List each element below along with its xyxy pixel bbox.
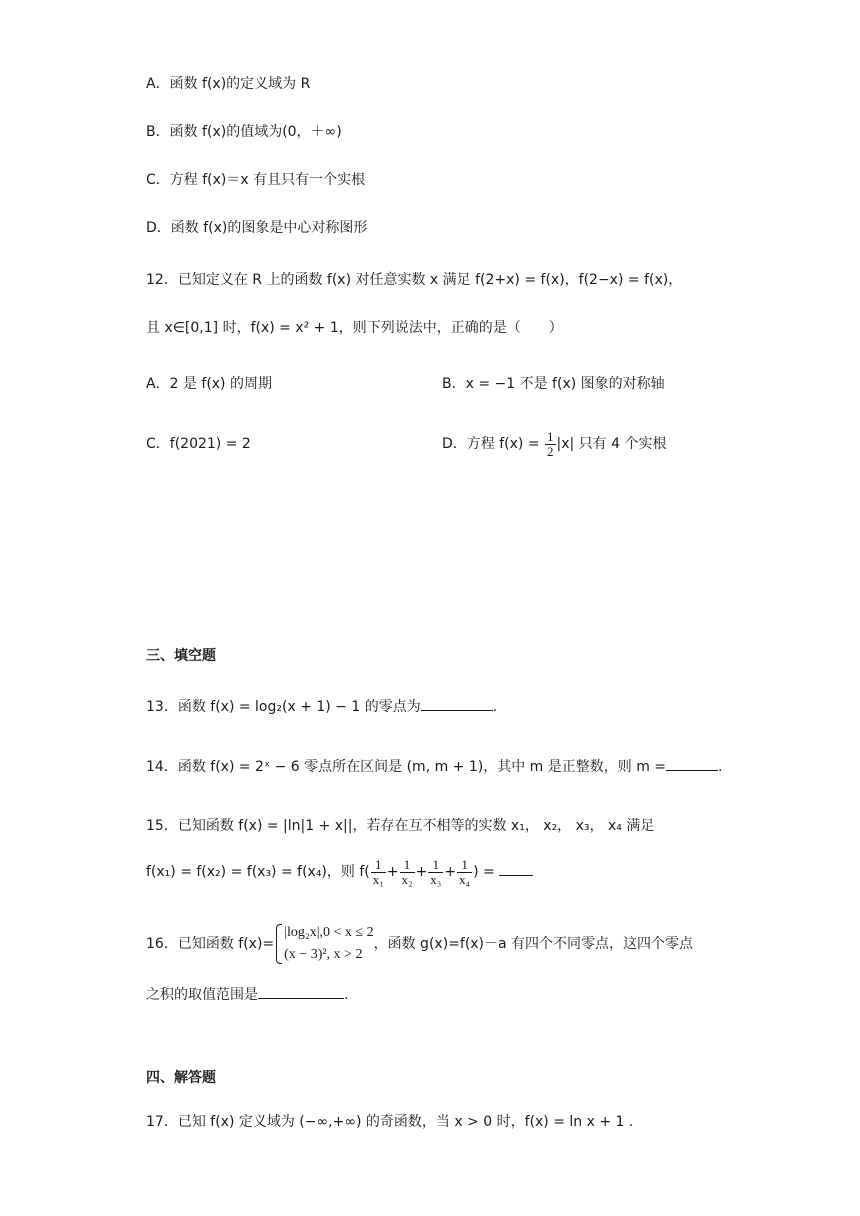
fraction-denominator: x₂ (401, 871, 413, 887)
fraction-denominator: 2 (547, 443, 554, 459)
q12-option-d-prefix: D．方程 f(x) = (442, 436, 544, 452)
q15-line2-suffix: ) = (473, 864, 495, 880)
q12-option-c: C．f(2021) = 2 (146, 436, 251, 452)
q16-line2-text: 之积的取值范围是 (146, 987, 258, 1003)
piecewise-case-2: (x − 3)², x > 2 (284, 947, 363, 962)
q15-line2: f(x₁) = f(x₂) = f(x₃) = f(x₄)，则 f( $\frac{1}{\text{x₁}}$ + $\frac{1}{\text{x₂}}$ + $\frac{1}{\text{x₃}}$ + $\frac{1}{\text{x₄}}$ ) = (146, 854, 533, 890)
fraction-denominator: x₃ (430, 871, 442, 887)
q16-suffix: ，函数 g(x)=f(x)－a 有四个不同零点，这四个零点 (373, 936, 694, 952)
q16-end: . (344, 987, 349, 1003)
q13-text: 13．函数 f(x) = log₂(x + 1) − 1 的零点为 (146, 699, 421, 715)
answer-blank[interactable] (666, 756, 718, 771)
q12-option-a: A．2 是 f(x) 的周期 (146, 376, 272, 392)
q14-end: . (718, 759, 723, 775)
fraction-4 (457, 858, 472, 887)
fraction-numerator: 1 (400, 858, 415, 873)
q11-option-c: C．方程 f(x)＝x 有且只有一个实根 (146, 172, 366, 188)
section-title-answer: 四、解答题 (146, 1070, 216, 1086)
fraction-numerator: 1 (457, 858, 472, 873)
fraction-numerator: 1 (371, 858, 386, 873)
q11-option-d: D．函数 f(x)的图象是中心对称图形 (146, 220, 368, 236)
fraction-numerator: 1 (547, 428, 554, 444)
section-title-fill-in: 三、填空题 (146, 648, 216, 664)
piecewise-function (274, 922, 373, 966)
answer-blank[interactable] (499, 861, 533, 876)
q12-line1: 12．已知定义在 R 上的函数 f(x) 对任意实数 x 满足 f(2+x) = f(x)，f(2−x) = f(x)， (146, 272, 683, 288)
fraction-2 (400, 858, 415, 887)
q16-line1 (146, 920, 693, 968)
answer-blank[interactable] (258, 984, 344, 999)
q12-option-b: B．x = −1 不是 f(x) 图象的对称轴 (442, 376, 665, 392)
q16-prefix: 16．已知函数 f(x)= (146, 936, 275, 952)
fraction-numerator: 1 (428, 858, 443, 873)
answer-blank[interactable] (421, 696, 493, 711)
q12-option-d-suffix: |x| 只有 4 个实根 (556, 436, 667, 452)
fraction-3 (428, 858, 443, 887)
q14-text: 14．函数 f(x) = 2ˣ − 6 零点所在区间是 (m, m + 1)，其中 m 是正整数，则 m = (146, 759, 667, 775)
piecewise-case-1: |log₂x|,0 < x ≤ 2 (284, 925, 374, 940)
fraction-denominator: x₄ (459, 871, 471, 887)
fraction-1 (371, 858, 386, 887)
q17: 17．已知 f(x) 定义域为 (−∞,+∞) 的奇函数，当 x > 0 时，f(x) = ln x + 1 . (146, 1114, 634, 1130)
q13-end: . (492, 699, 498, 715)
q11-option-a: A．函数 f(x)的定义域为 R (146, 76, 311, 92)
q13 (146, 696, 497, 717)
q15-line1: 15．已知函数 f(x) = |ln|1 + x||，若存在互不相等的实数 x₁， x₂， x₃， x₄ 满足 (146, 818, 655, 834)
fraction-half (545, 430, 556, 459)
fraction-denominator: x₁ (372, 871, 384, 887)
q16-line2 (146, 984, 348, 1005)
q12-option-d (442, 426, 666, 462)
q12-line2: 且 x∈[0,1] 时，f(x) = x² + 1，则下列说法中，正确的是（ ） (146, 320, 563, 336)
q14 (146, 756, 723, 777)
q15-line2-prefix: f(x₁) = f(x₂) = f(x₃) = f(x₄)，则 f( (146, 864, 370, 880)
q11-option-b: B．函数 f(x)的值域为(0，＋∞) (146, 124, 342, 140)
